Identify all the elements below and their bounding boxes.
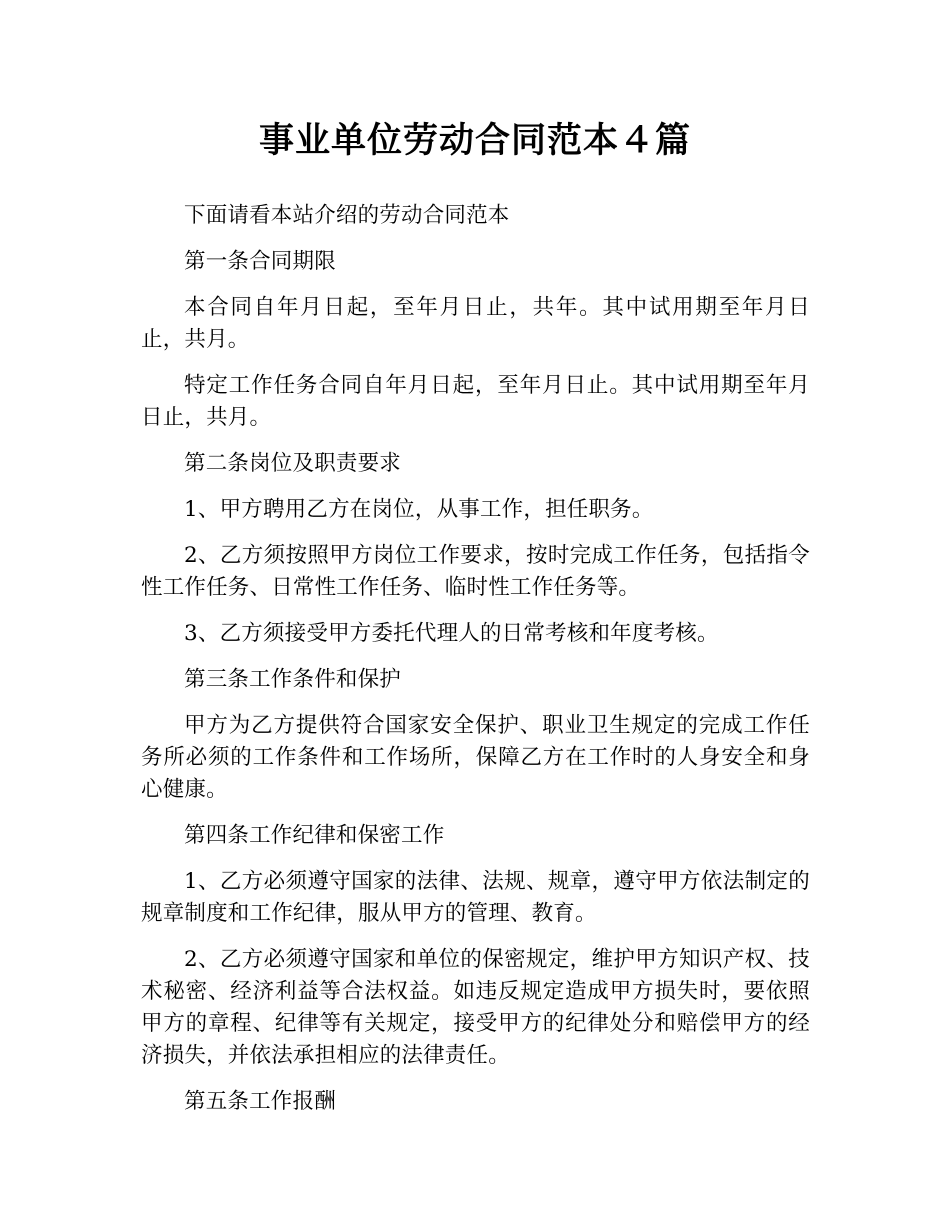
list-item: 3、乙方须接受甲方委托代理人的日常考核和年度考核。 (184, 621, 719, 646)
section-heading-2: 第二条岗位及职责要求 (184, 451, 402, 476)
section-heading-1: 第一条合同期限 (184, 249, 336, 274)
document-body (141, 200, 810, 1132)
section-heading-4: 第四条工作纪律和保密工作 (184, 823, 445, 848)
list-item: 1、甲方聘用乙方在岗位，从事工作，担任职务。 (184, 497, 654, 522)
list-item: 1、乙方必须遵守国家的法律、法规、规章，遵守甲方依法制定的规章制度和工作纪律，服从甲方的管理、教育。 (141, 869, 810, 926)
paragraph: 甲方为乙方提供符合国家安全保护、职业卫生规定的完成工作任务所必须的工作条件和工作场所，保障乙方在工作时的人身安全和身心健康。 (141, 713, 810, 802)
list-item: 2、乙方须按照甲方岗位工作要求，按时完成工作任务，包括指令性工作任务、日常性工作任务、临时性工作任务等。 (141, 543, 810, 600)
page-title: 事业单位劳动合同范本４篇 (258, 121, 691, 161)
list-item: 2、乙方必须遵守国家和单位的保密规定，维护甲方知识产权、技术秘密、经济利益等合法权益。如违反规定造成甲方损失时，要依照甲方的章程、纪律等有关规定，接受甲方的纪律处分和赔偿甲方的经济损失，并依法承担相应的法律责任。 (141, 947, 810, 1068)
section-heading-3: 第三条工作条件和保护 (184, 667, 402, 692)
section-heading-5: 第五条工作报酬 (184, 1089, 336, 1114)
intro-paragraph: 下面请看本站介绍的劳动合同范本 (184, 203, 510, 228)
paragraph: 特定工作任务合同自年月日起，至年月日止。其中试用期至年月日止，共月。 (141, 373, 810, 430)
paragraph: 本合同自年月日起，至年月日止，共年。其中试用期至年月日止，共月。 (141, 295, 810, 352)
